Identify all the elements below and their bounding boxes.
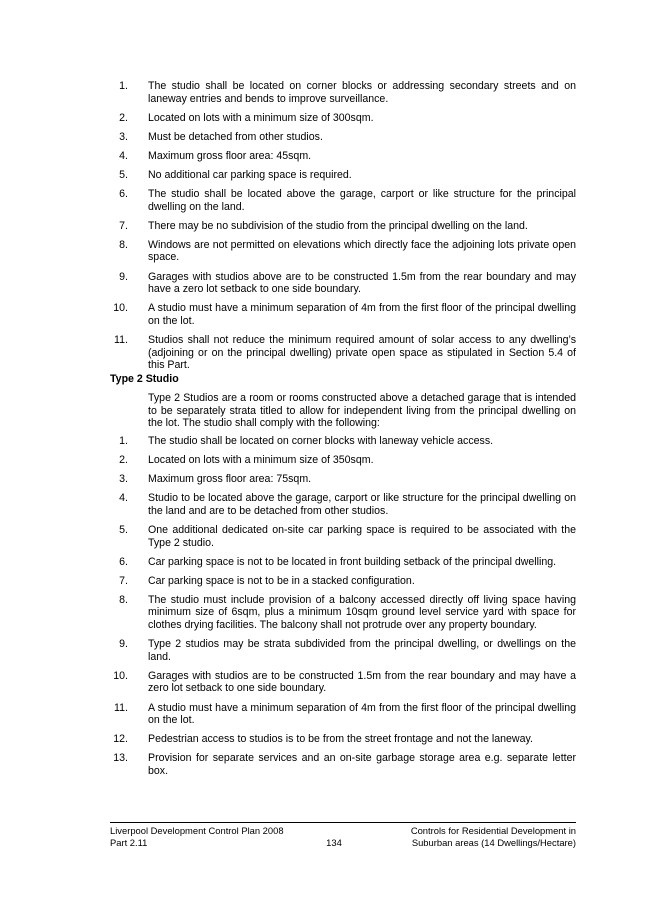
list-item-text: Pedestrian access to studios is to be from the street frontage and not the laneway. [148, 733, 533, 746]
list-item-text: A studio must have a minimum separation of 4m from the first floor of the principal dwelling on the lot. [148, 701, 576, 727]
list-item [110, 220, 576, 233]
footer-section-title: Controls for Residential Development in [410, 825, 576, 836]
list-item [110, 670, 576, 695]
list-item-text: The studio shall be located above the garage, carport or like structure for the principal dwelling on the land. [148, 188, 576, 213]
list-item [110, 638, 576, 663]
list-item [110, 302, 576, 327]
list-item-number: 5. [119, 523, 128, 536]
list-item-number: 9. [119, 638, 128, 651]
list-item-text: The studio shall be located on corner blocks or addressing secondary streets and on laneway entries and bends to improve surveillance. [148, 80, 576, 105]
page-number: 134 [326, 837, 342, 848]
list-item [110, 334, 576, 372]
list-item [110, 239, 576, 264]
list-item-text: Maximum gross floor area: 45sqm. [148, 149, 312, 162]
list-item-text: Located on lots with a minimum size of 350sqm. [148, 454, 374, 467]
list-item-text: Car parking space is not to be in a stacked configuration. [148, 574, 415, 587]
list-item [110, 188, 576, 213]
list-item [110, 702, 576, 727]
list-item-text: Type 2 studios may be strata subdivided from the principal dwelling, or dwellings on the land. [148, 638, 576, 663]
list-item-number: 6. [119, 555, 128, 568]
type2-heading: Type 2 Studio [110, 373, 179, 385]
list-item-number: 13. [113, 752, 128, 765]
list-item-number: 10. [113, 669, 128, 682]
list-item-number: 11. [114, 333, 128, 346]
type1-requirements-list [110, 80, 576, 378]
list-item-number: 4. [119, 149, 128, 162]
list-item [110, 733, 576, 746]
list-item-number: 8. [119, 238, 128, 251]
list-item-text: The studio must include provision of a balcony accessed directly off living space having minimum size of 6sqm, plus a minimum 10sqm ground level service yard with space for clothes drying facilities. The balcony shall not protrude over any property boundary. [148, 593, 576, 632]
type2-intro-paragraph: Type 2 Studios are a room or rooms constructed above a detached garage that is intended to be separately strata titled to allow for independent living from the principal dwelling on the lot. The studio shall comply with the following: [148, 392, 576, 430]
list-item-number: 3. [119, 473, 128, 486]
list-item-number: 7. [119, 219, 128, 232]
list-item-number: 9. [119, 270, 128, 283]
list-item-text: Provision for separate services and an on-site garbage storage area e.g. separate letter box. [148, 752, 576, 777]
list-item-text: The studio shall be located on corner blocks with laneway vehicle access. [148, 435, 494, 447]
list-item [110, 131, 576, 144]
list-item-text: Maximum gross floor area: 75sqm. [148, 473, 312, 486]
list-item-number: 5. [119, 168, 128, 181]
list-item-number: 8. [119, 593, 128, 606]
list-item-number: 4. [119, 492, 128, 505]
list-item [110, 575, 576, 588]
list-item-number: 2. [119, 454, 128, 467]
list-item-number: 2. [119, 111, 128, 124]
list-item [110, 80, 576, 105]
list-item-text: One additional dedicated on-site car parking space is required to be associated with the Type 2 studio. [148, 523, 576, 549]
list-item-number: 1. [119, 80, 128, 92]
list-item-text: Located on lots with a minimum size of 300sqm. [148, 111, 374, 124]
list-item [110, 271, 576, 296]
list-item-number: 1. [119, 435, 128, 447]
list-item-text: Must be detached from other studios. [148, 130, 323, 143]
list-item [110, 524, 576, 549]
list-item-text: Studio to be located above the garage, carport or like structure for the principal dwelling on the land and are to be detached from other studios. [148, 492, 576, 517]
list-item-number: 11. [114, 701, 128, 714]
list-item [110, 112, 576, 125]
footer-plan-title: Liverpool Development Control Plan 2008 [110, 825, 284, 836]
type2-requirements-list [110, 435, 576, 784]
list-item [110, 150, 576, 163]
footer-part-number: Part 2.11 [110, 836, 148, 848]
footer-left [110, 825, 284, 848]
list-item-text: There may be no subdivision of the studio from the principal dwelling on the land. [148, 219, 528, 232]
list-item-number: 6. [119, 188, 128, 201]
list-item-text: A studio must have a minimum separation of 4m from the first floor of the principal dwelling on the lot. [148, 302, 576, 327]
list-item [110, 473, 576, 486]
footer-divider [110, 822, 576, 823]
footer-section-subtitle: Suburban areas (14 Dwellings/Hectare) [411, 836, 576, 848]
list-item [110, 492, 576, 517]
list-item-text: Garages with studios above are to be constructed 1.5m from the rear boundary and may have a zero lot setback to one side boundary. [148, 270, 576, 296]
list-item [110, 169, 576, 182]
list-item [110, 556, 576, 569]
footer-right [411, 825, 576, 848]
list-item [110, 454, 576, 467]
list-item [110, 594, 576, 632]
list-item-text: No additional car parking space is required. [148, 168, 352, 181]
list-item-number: 3. [119, 130, 128, 143]
list-item [110, 752, 576, 777]
list-item-text: Windows are not permitted on elevations which directly face the adjoining lots private open space. [148, 238, 576, 264]
list-item-number: 10. [113, 302, 128, 315]
list-item-number: 7. [119, 574, 128, 587]
list-item-text: Studios shall not reduce the minimum required amount of solar access to any dwelling’s (adjoining or on the principal dwelling) private open space as stipulated in Section 5.4 of this Part. [148, 333, 576, 372]
list-item [110, 435, 576, 448]
list-item-text: Garages with studios are to be constructed 1.5m from the rear boundary and may have a zero lot setback to one side boundary. [148, 669, 576, 695]
list-item-text: Car parking space is not to be located in front building setback of the principal dwelling. [148, 555, 557, 568]
list-item-number: 12. [113, 733, 128, 746]
